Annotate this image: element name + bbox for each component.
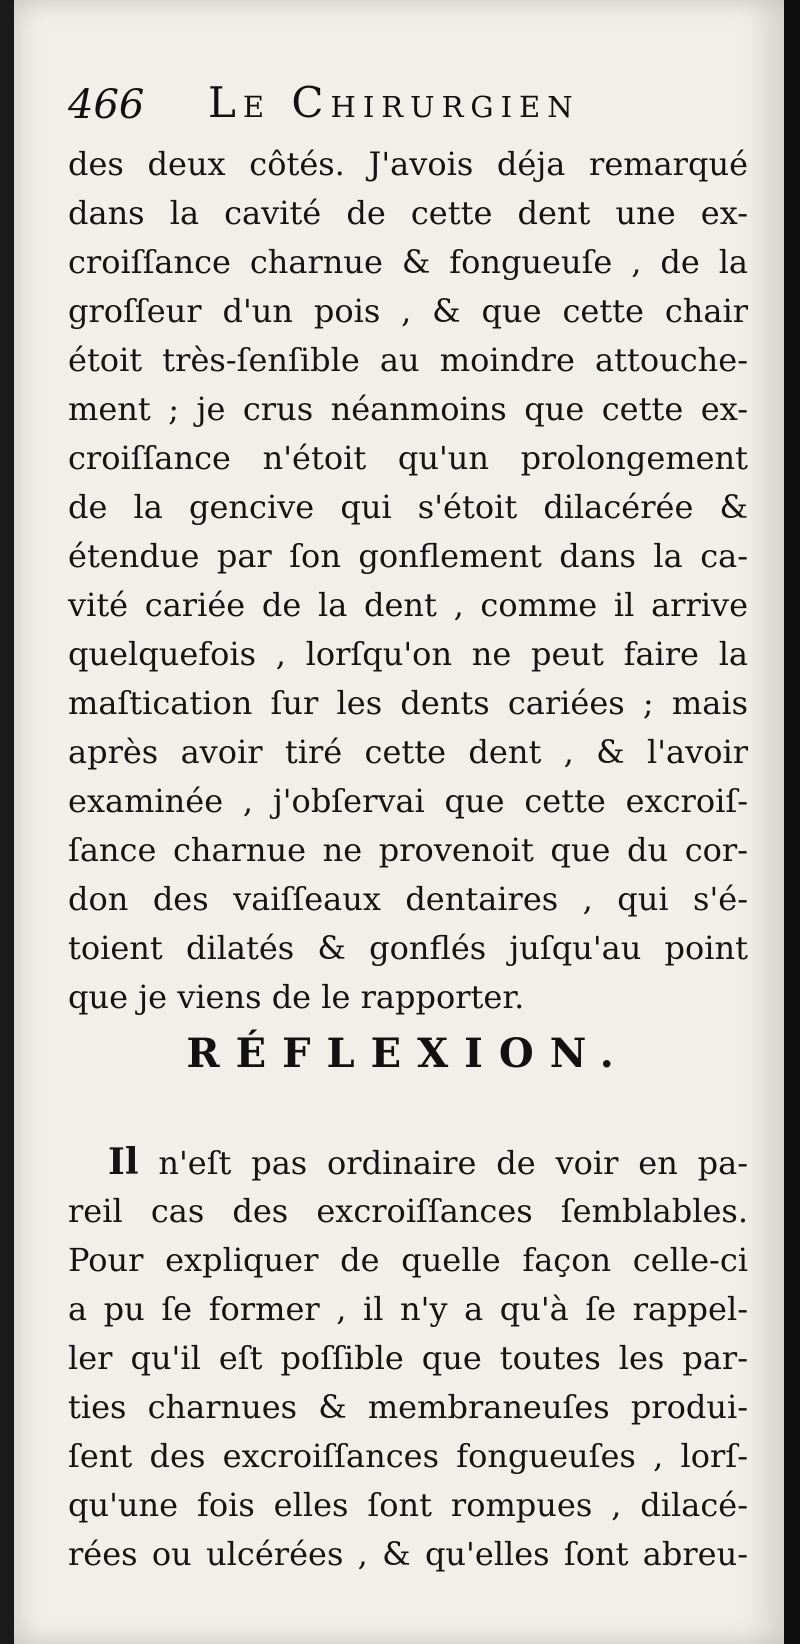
- text-line: toient dilatés & gonflés juſqu'au point: [68, 929, 748, 967]
- first-word: Il: [108, 1141, 139, 1183]
- paragraph-observation: [68, 140, 748, 1022]
- text-line: reil cas des excroiſſances ſemblables.: [68, 1192, 748, 1230]
- text-line: qu'une fois elles ſont rompues , dilacé-: [68, 1486, 748, 1524]
- text-line: dans la cavité de cette dent une ex-: [68, 194, 748, 232]
- text-line: Pour expliquer de quelle façon celle-ci: [68, 1241, 748, 1279]
- text-line: rées ou ulcérées , & qu'elles ſont abreu-: [68, 1535, 748, 1573]
- text-line: de la gencive qui s'étoit dilacérée &: [68, 488, 748, 526]
- text-line: ties charnues & membraneuſes produi-: [68, 1388, 748, 1426]
- text-line: maſtication ſur les dents cariées ; mais: [68, 684, 748, 722]
- text-line: quelquefois , lorſqu'on ne peut faire la: [68, 635, 748, 673]
- text-line-first: [68, 1138, 748, 1187]
- book-page: [14, 0, 784, 1644]
- text-line: des deux côtés. J'avois déja remarqué: [68, 145, 748, 183]
- section-heading: RÉFLEXION.: [186, 1030, 630, 1077]
- first-line-rest: n'eſt pas ordinaire de voir en pa-: [158, 1144, 748, 1182]
- text-line: étendue par ſon gonflement dans la ca-: [68, 537, 748, 575]
- text-line: croiſſance charnue & fongueuſe , de la: [68, 243, 748, 281]
- text-line: que je viens de le rapporter.: [68, 978, 525, 1016]
- page-header: [68, 78, 748, 138]
- text-line: ment ; je crus néanmoins que cette ex-: [68, 390, 748, 428]
- paragraph-reflexion: [68, 1138, 748, 1579]
- running-head: Le Chirurgien: [208, 78, 580, 127]
- text-line: étoit très-ſenſible au moindre attouche-: [68, 341, 748, 379]
- page-edge-shadow: [784, 0, 800, 1644]
- text-line: ſent des excroiſſances fongueuſes , lorſ-: [68, 1437, 748, 1475]
- text-line: ſance charnue ne provenoit que du cor-: [68, 831, 748, 869]
- text-line: don des vaiſſeaux dentaires , qui s'é-: [68, 880, 748, 918]
- text-line: ler qu'il eſt poſſible que toutes les par-: [68, 1339, 748, 1377]
- page-number: 466: [68, 82, 145, 128]
- text-line: a pu ſe former , il n'y a qu'à ſe rappel-: [68, 1290, 748, 1328]
- text-line: examinée , j'obſervai que cette excroiſ-: [68, 782, 748, 820]
- text-line: croiſſance n'étoit qu'un prolongement: [68, 439, 748, 477]
- text-line: vité cariée de la dent , comme il arrive: [68, 586, 748, 624]
- text-line: après avoir tiré cette dent , & l'avoir: [68, 733, 748, 771]
- text-line: groſſeur d'un pois , & que cette chair: [68, 292, 748, 330]
